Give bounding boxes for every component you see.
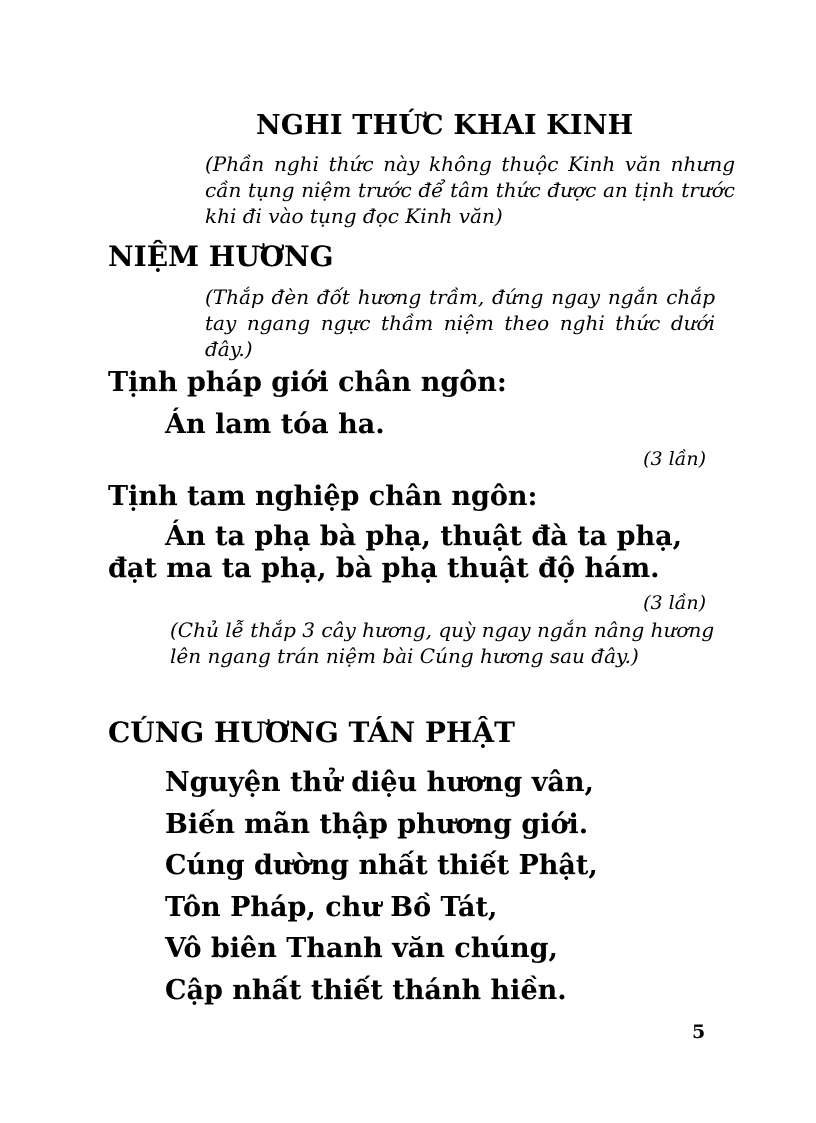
- offering-note: (Chủ lễ thắp 3 cây hương, quỳ ngay ngắn nâng hương lên ngang trán niệm bài Cúng hương sau đây.): [170, 618, 715, 668]
- verse-line: Tôn Pháp, chư Bồ Tát,: [165, 891, 498, 923]
- mantra1-times: (3 lần): [643, 448, 706, 470]
- verse-line: Cập nhất thiết thánh hiền.: [165, 974, 567, 1006]
- title-note: (Phần nghi thức này không thuộc Kinh văn nhưng cần tụng niệm trước để tâm thức được an tịnh trước khi đi vào tụng đọc Kinh văn): [205, 152, 735, 228]
- mantra1-text: Án lam tóa ha.: [165, 409, 385, 440]
- offering-verse: [165, 762, 598, 1011]
- section-heading-cung-huong: CÚNG HƯƠNG TÁN PHẬT: [108, 716, 515, 749]
- page-number: 5: [692, 1021, 706, 1043]
- mantra1-heading: Tịnh pháp giới chân ngôn:: [108, 367, 507, 398]
- section-heading-niem-huong: NIỆM HƯƠNG: [108, 240, 334, 273]
- verse-line: Nguyện thử diệu hương vân,: [165, 767, 594, 798]
- verse-line: Vô biên Thanh văn chúng,: [165, 933, 558, 964]
- niem-huong-note: (Thắp đèn đốt hương trầm, đứng ngay ngắn chắp tay ngang ngực thầm niệm theo nghi thức dưới đây.): [205, 285, 715, 361]
- mantra2-line2: đạt ma ta phạ, bà phạ thuật độ hám.: [108, 553, 660, 584]
- mantra2-line1: Án ta phạ bà phạ, thuật đà ta phạ,: [165, 521, 682, 552]
- verse-line: Biến mãn thập phương giới.: [165, 808, 589, 840]
- mantra2-times: (3 lần): [643, 592, 706, 614]
- page-title: NGHI THỨC KHAI KINH: [256, 110, 634, 141]
- verse-line: Cúng dường nhất thiết Phật,: [165, 850, 598, 881]
- mantra2-heading: Tịnh tam nghiệp chân ngôn:: [108, 481, 538, 512]
